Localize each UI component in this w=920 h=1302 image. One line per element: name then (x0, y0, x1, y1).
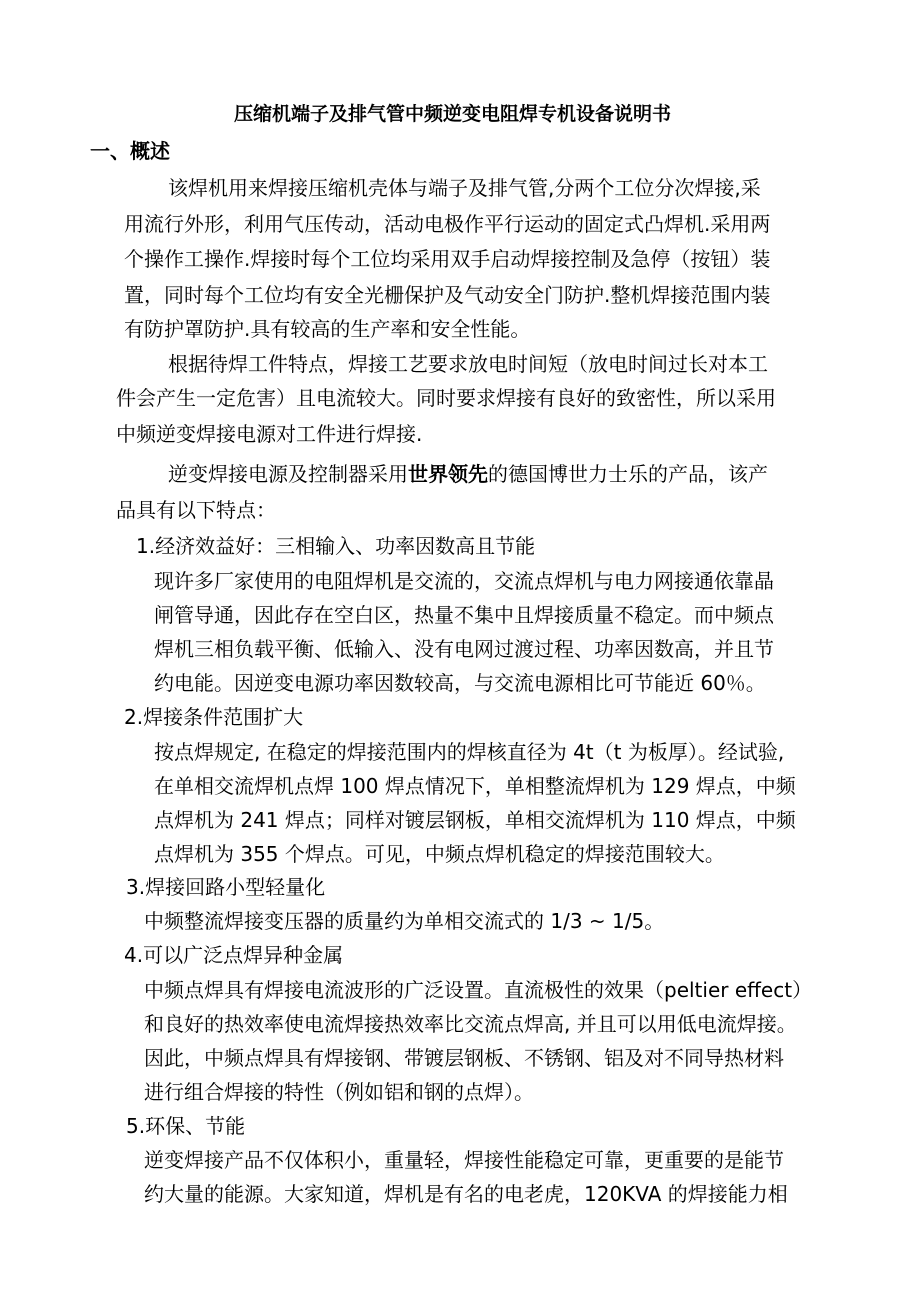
list-item-line: 点焊机为 241 焊点；同样对镀层钢板，单相交流焊机为 110 焊点，中频 (154, 808, 796, 832)
document-title: 压缩机端子及排气管中频逆变电阻焊专机设备说明书 (234, 103, 672, 125)
paragraph-line: 用流行外形，利用气压传动，活动电极作平行运动的固定式凸焊机.采用两 (124, 212, 771, 236)
paragraph-text: 的德国博世力士乐的产品，该产 (488, 462, 768, 486)
list-item-line: 约电能。因逆变电源功率因数较高，与交流电源相比可节能近 60％。 (154, 671, 766, 695)
paragraph-line: 该焊机用来焊接压缩机壳体与端子及排气管,分两个工位分次焊接,采 (168, 176, 761, 200)
section-heading: 一、概述 (90, 139, 170, 163)
list-item-line: 在单相交流焊机点焊 100 焊点情况下，单相整流焊机为 129 焊点，中频 (154, 774, 796, 798)
paragraph-line: 个操作工操作.焊接时每个工位均采用双手启动焊接控制及急停（按钮）装 (124, 247, 771, 271)
list-item-heading: 1.经济效益好：三相输入、功率因数高且节能 (136, 534, 536, 558)
paragraph-line: 件会产生一定危害）且电流较大。同时要求焊接有良好的致密性，所以采用 (116, 386, 776, 410)
list-item-line: 焊机三相负载平衡、低输入、没有电网过渡过程、功率因数高，并且节 (154, 637, 774, 661)
paragraph-line: 中频逆变焊接电源对工件进行焊接. (116, 422, 423, 446)
list-item-line: 点焊机为 355 个焊点。可见，中频点焊机稳定的焊接范围较大。 (154, 842, 725, 866)
list-item-line: 约大量的能源。大家知道，焊机是有名的电老虎，120KVA 的焊接能力相 (144, 1182, 788, 1206)
list-item-line: 按点焊规定, 在稳定的焊接范围内的焊核直径为 4t（t 为板厚）。经试验, (154, 740, 785, 764)
list-item-heading: 2.焊接条件范围扩大 (124, 705, 304, 729)
list-item-line: 中频点焊具有焊接电流波形的广泛设置。直流极性的效果（peltier effect） (144, 978, 813, 1002)
list-item-heading: 5.环保、节能 (126, 1114, 246, 1138)
list-item-line: 逆变焊接产品不仅体积小，重量轻，焊接性能稳定可靠，更重要的是能节 (144, 1148, 784, 1172)
list-item-heading: 4.可以广泛点焊异种金属 (124, 943, 344, 967)
paragraph-line: 根据待焊工件特点，焊接工艺要求放电时间短（放电时间过长对本工 (168, 352, 768, 376)
list-item-heading: 3.焊接回路小型轻量化 (126, 875, 326, 899)
list-item-line: 进行组合焊接的特性（例如铝和钢的点焊）。 (144, 1080, 534, 1104)
paragraph-line: 有防护罩防护.具有较高的生产率和安全性能。 (124, 317, 531, 341)
list-item-line: 现许多厂家使用的电阻焊机是交流的，交流点焊机与电力网接通依靠晶 (154, 569, 774, 593)
paragraph-line (168, 460, 768, 488)
list-item-line: 中频整流焊接变压器的质量约为单相交流式的 1/3 ~ 1/5。 (144, 909, 665, 933)
list-item-line: 闸管导通，因此存在空白区，热量不集中且焊接质量不稳定。而中频点 (154, 603, 774, 627)
emphasis-text: 世界领先 (408, 462, 488, 486)
list-item-line: 因此，中频点焊具有焊接钢、带镀层钢板、不锈钢、铝及对不同导热材料 (144, 1046, 784, 1070)
list-item-line: 和良好的热效率使电流焊接热效率比交流点焊高, 并且可以用低电流焊接。 (144, 1012, 797, 1036)
paragraph-line: 品具有以下特点： (116, 498, 276, 522)
paragraph-text: 逆变焊接电源及控制器采用 (168, 462, 408, 486)
paragraph-line: 置，同时每个工位均有安全光栅保护及气动安全门防护.整机焊接范围内装 (124, 283, 771, 307)
